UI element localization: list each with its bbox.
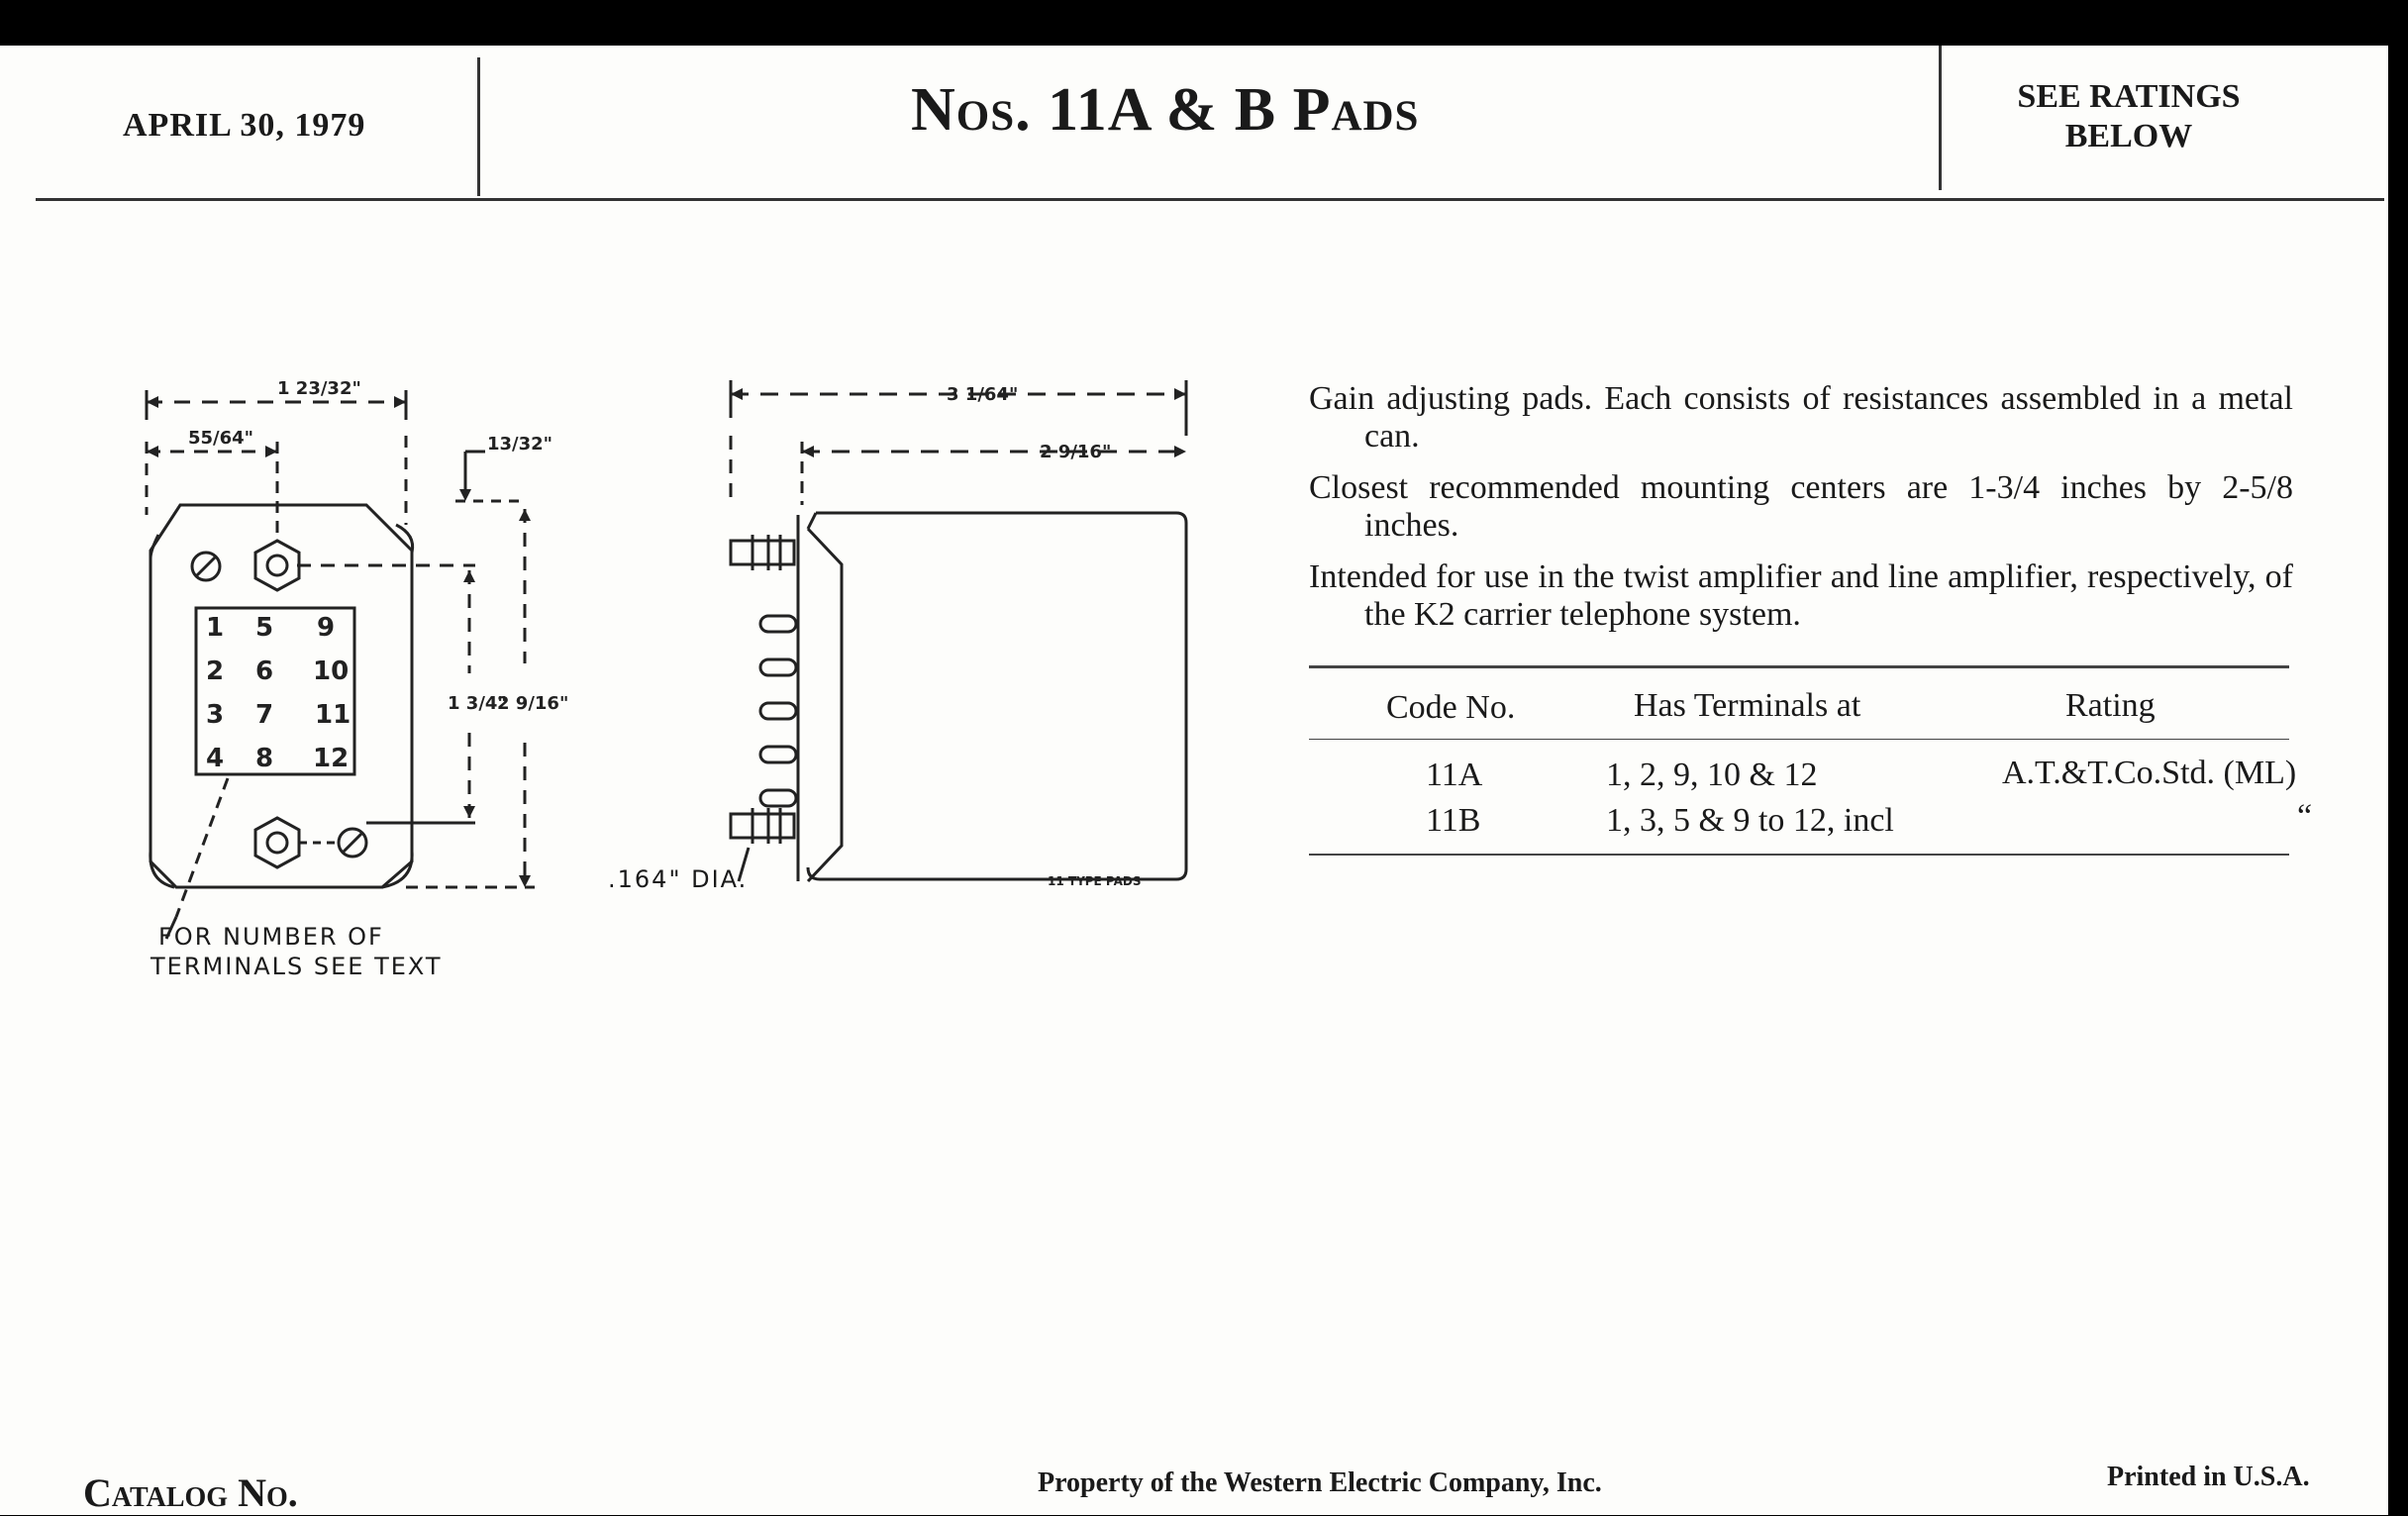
terminal-label: 3 <box>206 700 225 730</box>
table-row-rating: A.T.&T.Co.Std. (ML) <box>2002 755 2297 791</box>
terminal-label: 8 <box>255 744 274 773</box>
table-header-code: Code No. <box>1386 689 1516 726</box>
terminal-label: 9 <box>317 613 336 643</box>
table-row-code: 11A <box>1426 757 1483 793</box>
header-divider-left <box>477 57 480 196</box>
front-note-line1: FOR NUMBER OF <box>158 923 384 951</box>
terminal-label: 10 <box>313 657 350 686</box>
description-paragraph: Intended for use in the twist amplifier and line amplifier, respectively, of the K2 carrier telephone system. <box>1309 558 2293 633</box>
description-paragraph: Closest recommended mounting centers are 1-3/4 inches by 2-5/8 inches. <box>1309 469 2293 544</box>
table-top-rule <box>1309 665 2289 668</box>
page-title: Nos. 11A & B Pads <box>911 76 1420 144</box>
table-header-rule <box>1309 739 2289 740</box>
side-dim-can: 2 9/16" <box>1040 442 1112 462</box>
terminal-label: 12 <box>313 744 350 773</box>
side-dim-length: 3 1/64" <box>947 384 1019 405</box>
terminal-label: 1 <box>206 613 225 643</box>
table-row-rating: “ <box>2297 798 2313 835</box>
terminal-label: 6 <box>255 657 274 686</box>
front-note-line2: TERMINALS SEE TEXT <box>150 953 443 980</box>
terminal-label: 11 <box>315 700 351 730</box>
header-see-ratings: SEE RATINGS BELOW <box>2017 78 2241 154</box>
front-dim-mount: 1 3/4" <box>448 693 507 714</box>
terminal-label: 5 <box>255 613 274 643</box>
terminal-label: 2 <box>206 657 225 686</box>
front-dim-offset: 55/64" <box>188 428 254 449</box>
table-header-rating: Rating <box>2065 687 2156 724</box>
header-date: APRIL 30, 1979 <box>123 107 366 144</box>
table-row-terminals: 1, 3, 5 & 9 to 12, incl <box>1606 802 1894 839</box>
header-rule <box>36 198 2384 201</box>
front-dim-top: 13/32" <box>487 434 553 455</box>
terminal-label: 4 <box>206 744 225 773</box>
description-paragraph: Gain adjusting pads. Each consists of resistances assembled in a metal can. <box>1309 380 2293 455</box>
front-view-drawing <box>129 376 584 990</box>
table-header-terminals: Has Terminals at <box>1634 687 1861 724</box>
table-row-terminals: 1, 2, 9, 10 & 12 <box>1606 757 1818 793</box>
footer-catalog-no: Catalog No. <box>83 1470 298 1515</box>
side-can-label: 11 TYPE PADS <box>1048 874 1142 888</box>
scan-edge <box>2388 0 2408 1515</box>
terminal-label: 7 <box>255 700 274 730</box>
side-dim-terminal-dia: .164" DIA. <box>608 865 749 893</box>
description <box>1309 380 2293 648</box>
header-divider-right <box>1939 46 1942 190</box>
table-bottom-rule <box>1309 854 2289 856</box>
table-row-code: 11B <box>1426 802 1481 839</box>
footer-printed: Printed in U.S.A. <box>2107 1462 2310 1492</box>
front-dim-width: 1 23/32" <box>277 378 361 399</box>
side-view-drawing <box>604 366 1208 901</box>
front-dim-height: 2 9/16" <box>497 693 569 714</box>
footer-property: Property of the Western Electric Company, Inc. <box>1038 1467 1602 1498</box>
